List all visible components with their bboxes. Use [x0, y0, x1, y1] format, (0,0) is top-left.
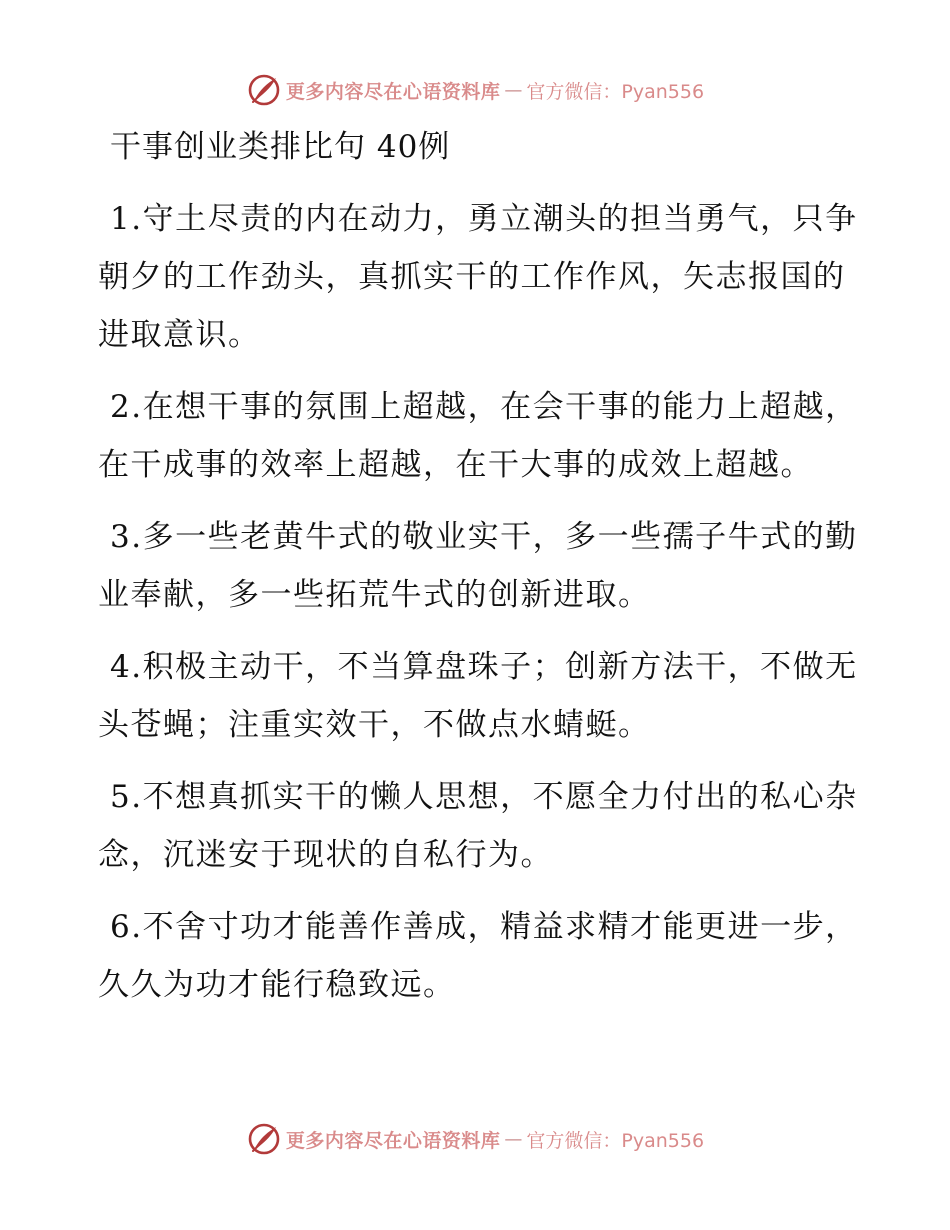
document-title: 干事创业类排比句 40例 [110, 129, 451, 165]
banner-contact: 官方微信：Pyan556 [526, 80, 705, 103]
banner-separator: — [504, 79, 523, 101]
list-item: 6.不舍寸功才能善作善成，精益求精才能更进一步，久久为功才能行稳致远。 [98, 909, 858, 1003]
footer-banner-separator: — [504, 1128, 523, 1150]
list-item: 5.不想真抓实干的懒人思想，不愿全力付出的私心杂念，沉迷安于现状的自私行为。 [98, 779, 858, 873]
header-banner [0, 68, 950, 112]
banner-title: 更多内容尽在心语资料库 [285, 80, 501, 103]
document-body [98, 122, 858, 1028]
quill-logo-icon [246, 1121, 282, 1157]
list-item: 1.守土尽责的内在动力，勇立潮头的担当勇气，只争朝夕的工作劲头，真抓实干的工作作风，矢志报国的进取意识。 [98, 201, 858, 353]
quill-logo-icon [246, 72, 282, 108]
footer-banner [0, 1117, 950, 1161]
footer-banner-title: 更多内容尽在心语资料库 [285, 1129, 501, 1152]
footer-banner-contact: 官方微信：Pyan556 [526, 1129, 705, 1152]
list-item: 2.在想干事的氛围上超越，在会干事的能力上超越，在干成事的效率上超越，在干大事的成效上超越。 [98, 389, 858, 483]
list-item: 4.积极主动干，不当算盘珠子；创新方法干，不做无头苍蝇；注重实效干，不做点水蜻蜓。 [98, 649, 858, 743]
list-item: 3.多一些老黄牛式的敬业实干，多一些孺子牛式的勤业奉献，多一些拓荒牛式的创新进取。 [98, 519, 858, 613]
